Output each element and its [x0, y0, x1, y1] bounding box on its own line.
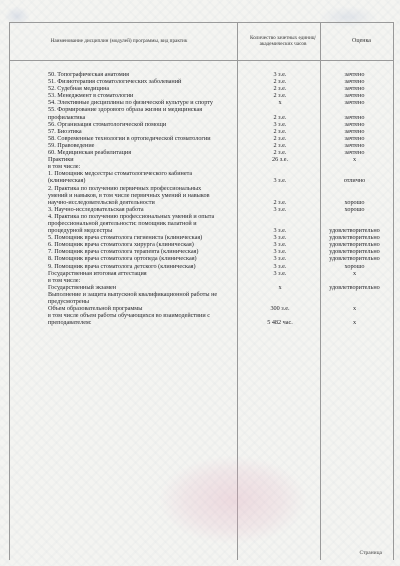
row-name: в том числе: [48, 276, 81, 284]
row-name: 52. Судебная медицина [48, 85, 110, 93]
row-name: 6. Помощник врача стоматолога хирурга (клиническая) [48, 241, 194, 249]
table-row [48, 135, 393, 142]
row-grade: х [352, 156, 357, 164]
row-grade: удовлетворительно [329, 283, 380, 291]
table-row [48, 149, 393, 156]
row-grade: удовлетворительно [329, 234, 380, 242]
table-row [48, 284, 393, 291]
table-row [48, 241, 393, 248]
table-row [48, 185, 393, 192]
row-name: 55. Формирование здорового образа жизни и медицинская [48, 106, 203, 114]
table-row [48, 234, 393, 241]
table-header [9, 22, 394, 60]
row-grade: зачтено [344, 99, 365, 107]
row-name: 60. Медицинская реабилитация [48, 149, 132, 157]
official-stamp [158, 455, 308, 545]
row-grade: отлично [343, 177, 366, 185]
row-units: 2 з.е. [273, 149, 287, 157]
row-name: Государственный экзамен [48, 283, 117, 291]
table-row [48, 106, 393, 113]
row-grade: х [352, 319, 357, 327]
row-units: 300 з.е. [270, 305, 290, 313]
table-row [48, 206, 393, 213]
table-row [48, 277, 393, 284]
header-grade: Оценка [352, 37, 371, 44]
row-name: 59. Правоведение [48, 141, 95, 149]
table-row [48, 263, 393, 270]
row-name: 3. Научно-исследовательская работа [48, 205, 144, 213]
row-grade: зачтено [344, 78, 365, 86]
row-name: 9. Помощник врача стоматолога детского (клиническая) [48, 262, 196, 270]
row-units: 3 з.е. [273, 255, 287, 263]
row-name: 7. Помощник врача стоматолога терапевта (клиническая) [48, 248, 199, 256]
table-row [48, 121, 393, 128]
table-row [48, 248, 393, 255]
row-grade: удовлетворительно [329, 227, 380, 235]
row-name: 2. Практика по получению первичных профессиональных [48, 184, 202, 192]
table-row [48, 92, 393, 99]
row-grade: зачтено [344, 149, 365, 157]
row-units: 3 з.е. [273, 248, 287, 256]
row-grade: зачтено [344, 71, 365, 78]
row-name: 54. Элективные дисциплины по физической культуре и спорту [48, 99, 213, 107]
table-row [48, 114, 393, 121]
row-units: 2 з.е. [273, 78, 287, 86]
table-row [48, 291, 393, 298]
table-row [48, 255, 393, 262]
row-units: 3 з.е. [273, 234, 287, 242]
row-units: 2 з.е. [273, 141, 287, 149]
table-row [48, 213, 393, 220]
discipline-list [48, 71, 393, 326]
row-name: 1. Помощник медсестры стоматологического кабинета [48, 170, 193, 178]
table-row [48, 199, 393, 206]
row-grade: х [352, 305, 357, 313]
row-name: (клиническая) [48, 177, 86, 185]
row-grade: зачтено [344, 92, 365, 100]
table-row [48, 85, 393, 92]
row-units: х [278, 283, 282, 291]
row-name: Объем образовательной программы [48, 305, 143, 313]
header-bottom-border [9, 60, 394, 61]
row-grade: удовлетворительно [329, 241, 380, 249]
table-row [48, 305, 393, 312]
row-name: 58. Современные технологии в ортопедической стоматологии [48, 134, 211, 142]
table-row [48, 270, 393, 277]
row-units: 3 з.е. [273, 205, 287, 213]
row-name: Выполнение и защита выпускной квалификационной работы не [48, 290, 218, 298]
row-name: Практики [48, 156, 74, 164]
row-name: в том числе объем работы обучающихся во взаимодействии с [48, 312, 210, 320]
row-name: процедурной медсестры [48, 227, 113, 235]
row-name: Государственная итоговая аттестация [48, 269, 147, 277]
row-name: профилактика [48, 113, 86, 121]
page-footer-label: Страница [359, 550, 382, 556]
table-row [48, 192, 393, 199]
row-units: х [278, 99, 282, 107]
row-name: 53. Менеджмент в стоматологии [48, 92, 134, 100]
row-units: 26 з.е. [271, 156, 289, 164]
row-grade: зачтено [344, 120, 365, 128]
row-grade: удовлетворительно [329, 248, 380, 256]
row-name: умений и навыков, в том числе первичных умений и навыков [48, 191, 210, 199]
row-name: 5. Помощник врача стоматолога гигиениста (клиническая) [48, 234, 203, 242]
row-grade: хорошо [344, 205, 365, 213]
row-name: научно-исследовательской деятельности [48, 198, 155, 206]
row-units: 5 482 час. [267, 319, 293, 327]
table-row [48, 220, 393, 227]
row-grade: хорошо [344, 198, 365, 206]
row-units: 3 з.е. [273, 71, 287, 78]
table-row [48, 71, 393, 78]
table-row [48, 163, 393, 170]
row-units: 2 з.е. [273, 113, 287, 121]
row-grade: зачтено [344, 141, 365, 149]
row-name: 50. Топографическая анатомия [48, 71, 129, 78]
row-name: 8. Помощник врача стоматолога ортопеда (клиническая) [48, 255, 197, 263]
row-grade: удовлетворительно [329, 255, 380, 263]
row-name: 56. Организация стоматологической помощи [48, 120, 167, 128]
header-credit-units: Количество зачетных единиц/ академических часов [250, 34, 316, 47]
row-units: 2 з.е. [273, 127, 287, 135]
row-units: 3 з.е. [273, 120, 287, 128]
table-row [48, 142, 393, 149]
row-units: 3 з.е. [273, 227, 287, 235]
row-units: 2 з.е. [273, 134, 287, 142]
row-units: 3 з.е. [273, 262, 287, 270]
row-grade: зачтено [344, 134, 365, 142]
row-grade: зачтено [344, 85, 365, 93]
table-row [48, 156, 393, 163]
row-name: 4. Практика по получению профессиональных умений и опыта [48, 212, 215, 220]
row-units: 3 з.е. [273, 241, 287, 249]
table-row [48, 99, 393, 106]
table-row [48, 298, 393, 305]
row-grade: зачтено [344, 127, 365, 135]
row-name: в том числе: [48, 163, 81, 171]
table-row [48, 170, 393, 177]
row-units: 3 з.е. [273, 177, 287, 185]
row-name: профессиональной деятельности: помощник палатной и [48, 219, 197, 227]
table-right-border [393, 22, 394, 560]
table-left-border [9, 22, 10, 560]
table-row [48, 177, 393, 184]
row-units: 2 з.е. [273, 198, 287, 206]
row-name: 51. Физиотерапия стоматологических заболеваний [48, 78, 182, 86]
row-units: 3 з.е. [273, 269, 287, 277]
row-units: 2 з.е. [273, 92, 287, 100]
row-units: 2 з.е. [273, 85, 287, 93]
row-grade: зачтено [344, 113, 365, 121]
table-row [48, 227, 393, 234]
header-discipline-name: Наименование дисциплин (модулей) программы, вид практик [50, 37, 188, 44]
row-name: 57. Биоэтика [48, 127, 82, 135]
row-name: преподавателем: [48, 319, 92, 327]
table-row [48, 128, 393, 135]
row-name: предусмотрены [48, 298, 90, 305]
table-row [48, 319, 393, 326]
table-row [48, 312, 393, 319]
row-grade: хорошо [344, 262, 365, 270]
table-row [48, 78, 393, 85]
row-grade: х [352, 269, 357, 277]
